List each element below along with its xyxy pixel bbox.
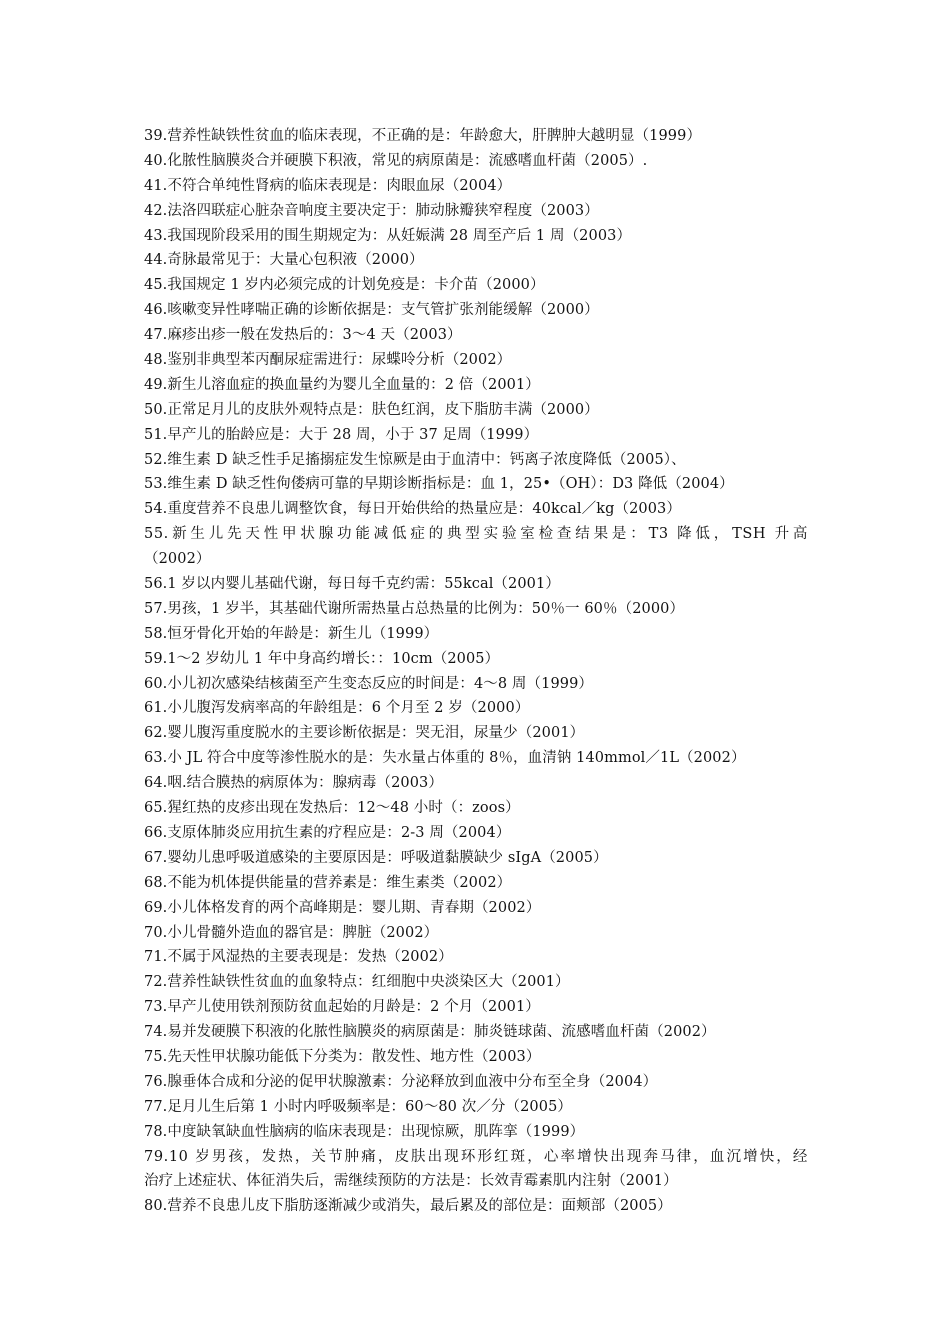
document-line: 65.猩红热的皮疹出现在发热后：12～48 小时（：zoos）	[144, 800, 520, 817]
document-line: 53.维生素 D 缺乏性佝偻病可靠的早期诊断指标是：血 1，25•（OH）：D3 降低（2004）	[144, 476, 734, 493]
document-line: 72.营养性缺铁性贫血的血象特点：红细胞中央淡染区大（2001）	[144, 974, 570, 991]
document-line: 71.不属于风湿热的主要表现是：发热（2002）	[144, 949, 453, 966]
document-line: 68.不能为机体提供能量的营养素是：维生素类（2002）	[144, 874, 512, 891]
document-line: 74.易并发硬膜下积液的化脓性脑膜炎的病原菌是：肺炎链球菌、流感嗜血杆菌（2002）	[144, 1024, 716, 1041]
document-line: 55.新生儿先天性甲状腺功能减低症的典型实验室检查结果是：T3 降低，TSH 升高	[144, 526, 808, 543]
document-line: 75.先天性甲状腺功能低下分类为：散发性、地方性（2003）	[144, 1048, 541, 1065]
document-line: 61.小儿腹泻发病率高的年龄组是：6 个月至 2 岁（2000）	[144, 700, 530, 717]
document-line: 67.婴幼儿患呼吸道感染的主要原因是：呼吸道黏膜缺少 sIgA（2005）	[144, 849, 608, 866]
document-line: 60.小儿初次感染结核菌至产生变态反应的时间是：4～8 周（1999）	[144, 675, 594, 692]
document-line: 76.腺垂体合成和分泌的促甲状腺激素：分泌释放到血液中分布至全身（2004）	[144, 1073, 658, 1090]
document-line: 63.小 JL 符合中度等渗性脱水的是：失水量占体重的 8％，血清钠 140mmol／1L（2002）	[144, 750, 746, 767]
document-line: 48.鉴别非典型苯丙酮尿症需进行：尿蝶呤分析（2002）	[144, 352, 512, 369]
document-line: 45.我国规定 1 岁内必须完成的计划免疫是：卡介苗（2000）	[144, 277, 545, 294]
document-line: 43.我国现阶段采用的围生期规定为：从妊娠满 28 周至产后 1 周（2003）	[144, 227, 632, 244]
document-line: 70.小儿骨髓外造血的器官是：脾脏（2002）	[144, 924, 439, 941]
document-line: 77.足月儿生后第 1 小时内呼吸频率是：60～80 次／分（2005）	[144, 1098, 573, 1115]
document-line: 治疗上述症状、体征消失后，需继续预防的方法是：长效青霉素肌内注射（2001）	[144, 1173, 678, 1190]
document-line: 56.1 岁以内婴儿基础代谢，每日每千克约需：55kcal（2001）	[144, 576, 560, 593]
document-body	[144, 124, 808, 1219]
document-line: 79.10 岁男孩，发热，关节肿痛，皮肤出现环形红斑，心率增快出现奔马律，血沉增快，经	[144, 1148, 808, 1165]
document-line: 51.早产儿的胎龄应是：大于 28 周，小于 37 足周（1999）	[144, 426, 539, 443]
document-line: 69.小儿体格发育的两个高峰期是：婴儿期、青春期（2002）	[144, 899, 541, 916]
document-line: 41.不符合单纯性肾病的临床表现是：肉眼血尿（2004）	[144, 177, 512, 194]
document-line: 54.重度营养不良患儿调整饮食，每日开始供给的热量应是：40kcal／kg（2003）	[144, 501, 681, 518]
document-line: （2002）	[144, 551, 211, 568]
document-line: 58.恒牙骨化开始的年龄是：新生儿（1999）	[144, 625, 439, 642]
document-line: 57.男孩，1 岁半，其基础代谢所需热量占总热量的比例为：50％一 60％（2000）	[144, 600, 685, 617]
document-line: 50.正常足月儿的皮肤外观特点是：肤色红润，皮下脂肪丰满（2000）	[144, 401, 599, 418]
document-line: 73.早产儿使用铁剂预防贫血起始的月龄是：2 个月（2001）	[144, 999, 540, 1016]
document-line: 39.营养性缺铁性贫血的临床表现，不正确的是：年龄愈大，肝脾肿大越明显（1999）	[144, 128, 702, 144]
document-line: 80.营养不良患儿皮下脂肪逐渐减少或消失，最后累及的部位是：面颊部（2005）	[144, 1198, 672, 1215]
document-line: 52.维生素 D 缺乏性手足搐搦症发生惊厥是由于血清中：钙离子浓度降低（2005）、	[144, 451, 686, 468]
document-line: 59.1～2 岁幼儿 1 年中身高约增长：：10cm（2005）	[144, 650, 500, 667]
document-line: 44.奇脉最常见于：大量心包积液（2000）	[144, 252, 424, 269]
document-line: 42.法洛四联症心脏杂音响度主要决定于：肺动脉瓣狭窄程度（2003）	[144, 202, 599, 219]
document-line: 78.中度缺氧缺血性脑病的临床表现是：出现惊厥，肌阵挛（1999）	[144, 1123, 585, 1140]
document-line: 46.咳嗽变异性哮喘正确的诊断依据是：支气管扩张剂能缓解（2000）	[144, 302, 599, 319]
document-line: 47.麻疹出疹一般在发热后的：3～4 天（2003）	[144, 327, 462, 344]
document-line: 66.支原体肺炎应用抗生素的疗程应是：2-3 周（2004）	[144, 824, 511, 841]
document-line: 62.婴儿腹泻重度脱水的主要诊断依据是：哭无泪，尿量少（2001）	[144, 725, 585, 742]
document-line: 49.新生儿溶血症的换血量约为婴儿全血量的：2 倍（2001）	[144, 376, 540, 393]
document-line: 40.化脓性脑膜炎合并硬膜下积液，常见的病原菌是：流感嗜血杆菌（2005）.	[144, 152, 648, 169]
document-line: 64.咽.结合膜热的病原体为：腺病毒（2003）	[144, 775, 443, 792]
